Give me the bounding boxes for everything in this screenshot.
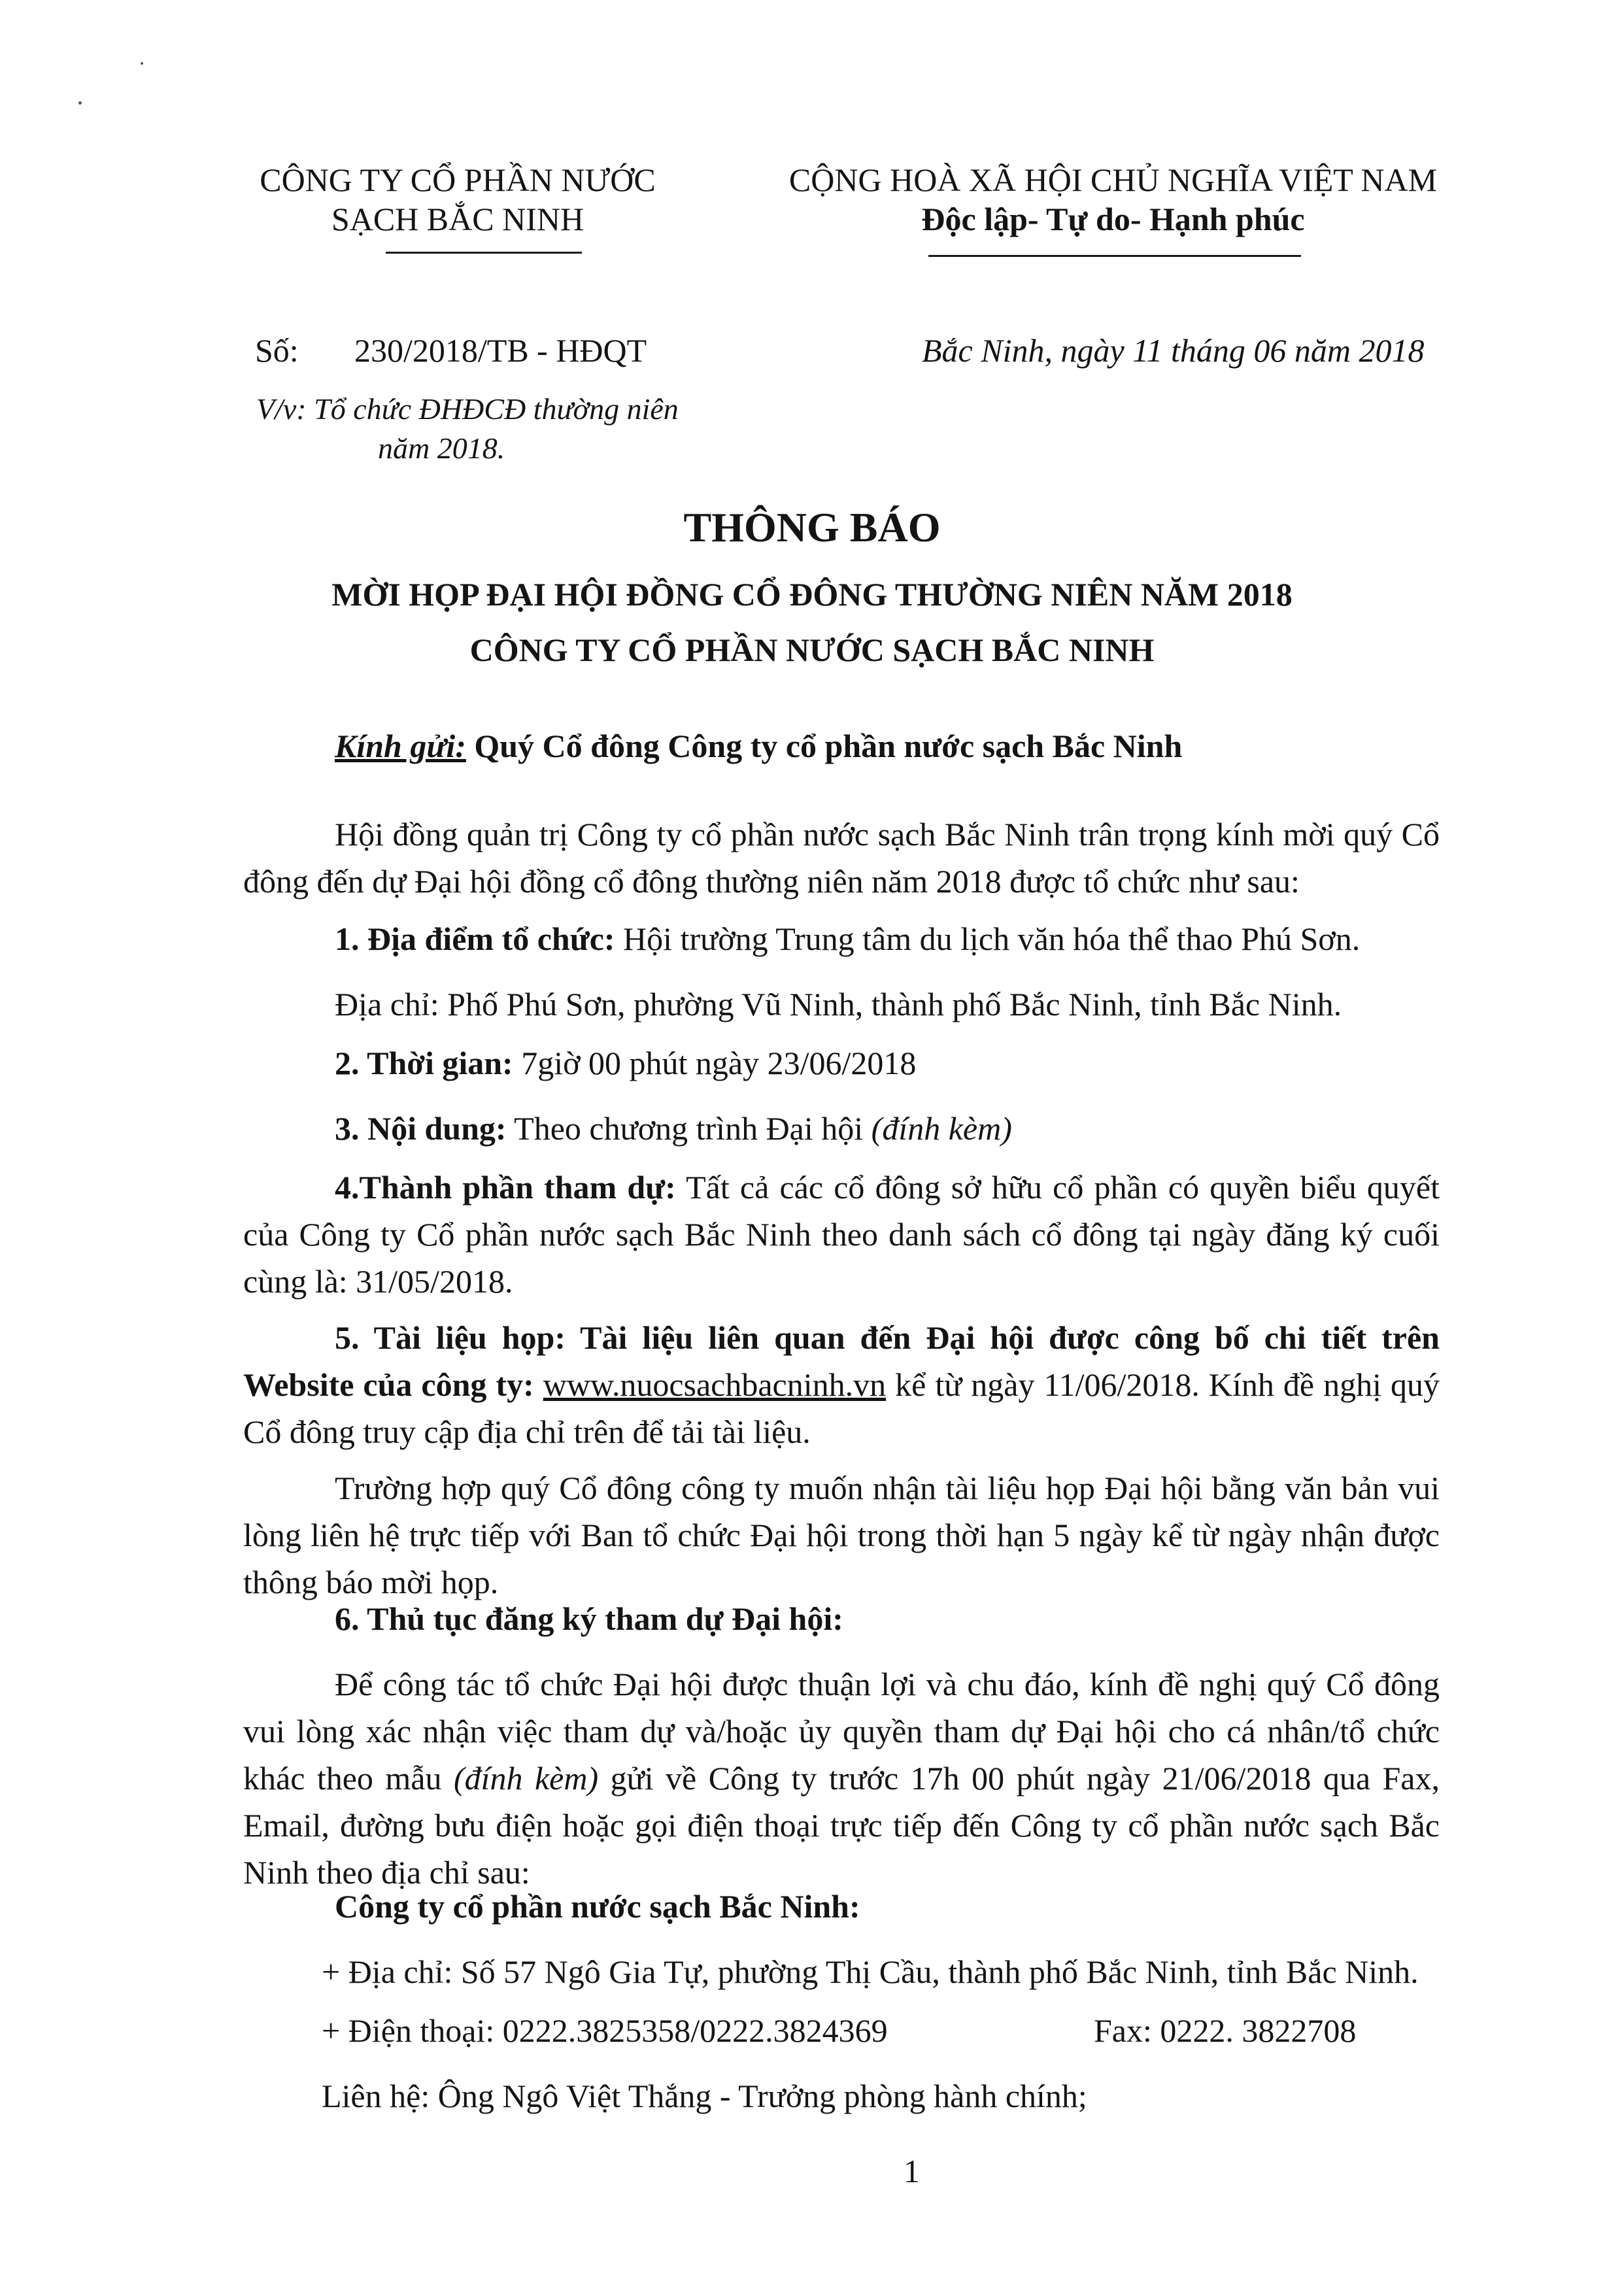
item-participants-text: Tất cả các cổ đông sở hữu cổ phần có quyền biểu quyết của Công ty Cổ phần nước sạch Bắc Ninh theo danh sách cổ đông tại ngày đăng ký cuối cùng là: 31/05/2018.	[243, 1169, 1440, 1300]
subject-line2: năm 2018.	[378, 431, 505, 465]
contact-person: Liên hệ: Ông Ngô Việt Thắng - Trưởng phòng hành chính;	[322, 2078, 1087, 2114]
item-venue	[335, 915, 1360, 962]
item-venue-address: Địa chỉ: Phố Phú Sơn, phường Vũ Ninh, thành phố Bắc Ninh, tỉnh Bắc Ninh.	[335, 986, 1342, 1022]
company-underline	[386, 252, 582, 254]
page-number: 1	[904, 2153, 920, 2189]
intro-paragraph: Hội đồng quản trị Công ty cổ phần nước sạch Bắc Ninh trân trọng kính mời quý Cổ đông đến dự Đại hội đồng cổ đông thường niên năm 2018 được tổ chức như sau:	[243, 816, 1440, 900]
salutation-label: Kính gửi:	[335, 728, 466, 764]
salutation-recipient: Quý Cổ đông Công ty cổ phần nước sạch Bắc Ninh	[465, 728, 1183, 764]
company-name-line1: CÔNG TY CỔ PHẦN NƯỚC	[260, 161, 656, 198]
item-registration-paragraph	[243, 1661, 1440, 1896]
item-registration-text-a: Để công tác tổ chức Đại hội được thuận lợi và chu đáo, kính đề nghị quý Cổ đông vui lòng xác nhận việc tham dự và/hoặc ủy quyền tham dự Đại hội cho cá nhân/tổ chức khác theo mẫu	[243, 1666, 1440, 1796]
document-title: THÔNG BÁO	[683, 504, 941, 550]
contact-fax: Fax: 0222. 3822708	[1094, 2012, 1357, 2049]
item-content-attachment: (đính kèm)	[871, 1110, 1012, 1147]
item-documents	[243, 1314, 1440, 1455]
scan-speck	[78, 101, 82, 105]
item-documents-text: kể từ ngày 11/06/2018. Kính đề nghị quý Cổ đông truy cập địa chỉ trên để tải tài liệu.	[243, 1366, 1440, 1450]
document-subtitle-line1: MỜI HỌP ĐẠI HỘI ĐỒNG CỔ ĐÔNG THƯỜNG NIÊN NĂM 2018	[331, 576, 1293, 613]
contact-phone: + Điện thoại: 0222.3825358/0222.3824369	[322, 2012, 888, 2049]
motto-underline	[928, 255, 1301, 257]
company-name-line2: SẠCH BẮC NINH	[331, 201, 584, 237]
company-website-link[interactable]: www.nuocsachbacninh.vn	[543, 1366, 887, 1403]
contact-company: Công ty cổ phần nước sạch Bắc Ninh:	[335, 1888, 860, 1925]
item-content-text: Theo chương trình Đại hội	[506, 1110, 871, 1147]
contact-address: + Địa chỉ: Số 57 Ngô Gia Tự, phường Thị Cầu, thành phố Bắc Ninh, tỉnh Bắc Ninh.	[322, 1953, 1419, 1990]
salutation	[335, 722, 1182, 769]
item-time	[335, 1039, 916, 1087]
nation-motto-line2: Độc lập- Tự do- Hạnh phúc	[921, 201, 1305, 237]
item-participants	[243, 1164, 1440, 1305]
item-venue-label: 1. Địa điểm tổ chức:	[335, 920, 615, 957]
item-documents-paragraph2: Trường hợp quý Cổ đông công ty muốn nhận tài liệu họp Đại hội bằng văn bản vui lòng liên hệ trực tiếp với Ban tổ chức Đại hội trong thời hạn 5 ngày kể từ ngày nhận được thông báo mời họp.	[243, 1470, 1440, 1600]
document-subtitle-line2: CÔNG TY CỔ PHẦN NƯỚC SẠCH BẮC NINH	[469, 632, 1155, 668]
nation-motto-line1: CỘNG HOÀ XÃ HỘI CHỦ NGHĨA VIỆT NAM	[788, 161, 1438, 198]
item-venue-text: Hội trường Trung tâm du lịch văn hóa thể thao Phú Sơn.	[615, 920, 1361, 957]
scan-speck	[141, 62, 143, 65]
place-and-date: Bắc Ninh, ngày 11 tháng 06 năm 2018	[922, 332, 1425, 369]
item-participants-label: 4.Thành phần tham dự:	[335, 1169, 676, 1206]
item-content-label: 3. Nội dung:	[335, 1110, 507, 1147]
item-documents-label: 5. Tài liệu họp: Tài liệu liên quan đến Đại hội được công bố chi tiết trên Website của công ty:	[243, 1319, 1440, 1403]
item-time-label: 2. Thời gian:	[335, 1045, 513, 1081]
item-registration-attachment: (đính kèm)	[453, 1760, 599, 1796]
item-time-text: 7giờ 00 phút ngày 23/06/2018	[513, 1045, 917, 1081]
document-number: 230/2018/TB - HĐQT	[354, 332, 647, 369]
document-number-label: Số:	[255, 332, 299, 369]
item-registration-text-b: gửi về Công ty trước 17h 00 phút ngày 21/06/2018 qua Fax, Email, đường bưu điện hoặc gọi điện thoại trực tiếp đến Công ty cổ phần nước sạch Bắc Ninh theo địa chỉ sau:	[243, 1760, 1440, 1891]
item-registration-heading: 6. Thủ tục đăng ký tham dự Đại hội:	[335, 1600, 843, 1637]
subject-line1: V/v: Tổ chức ĐHĐCĐ thường niên	[256, 392, 679, 426]
item-content	[335, 1105, 1012, 1152]
